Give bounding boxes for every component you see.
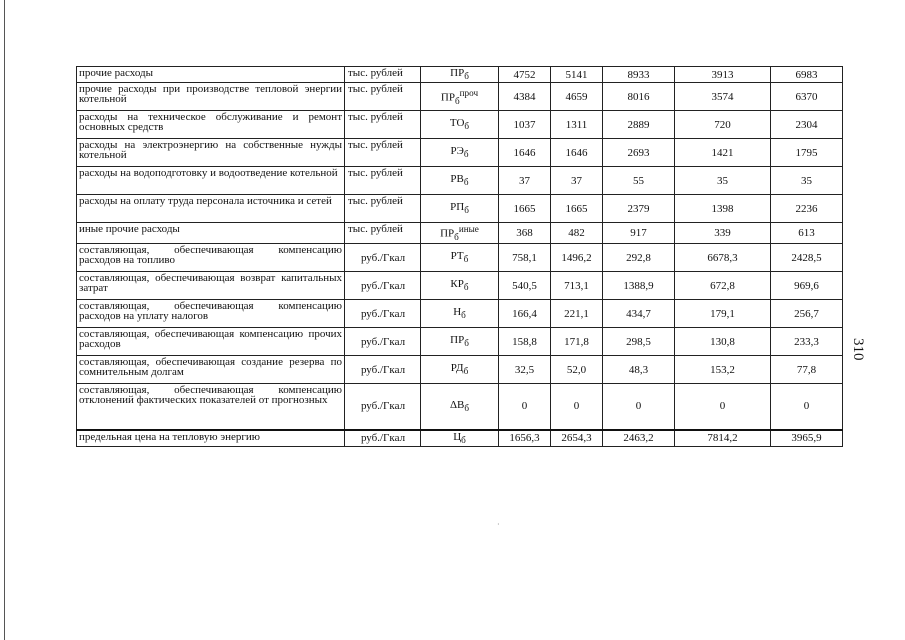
- row-symbol: [421, 223, 499, 244]
- value-cell: 1665: [551, 195, 603, 223]
- value-cell: 0: [771, 384, 843, 430]
- value-cell: 233,3: [771, 328, 843, 356]
- value-cell: 1665: [499, 195, 551, 223]
- row-symbol: [421, 83, 499, 111]
- table-row: [77, 195, 843, 223]
- row-unit: руб./Гкал: [345, 328, 421, 356]
- symbol-subscript: б: [464, 71, 469, 82]
- value-cell: 6370: [771, 83, 843, 111]
- symbol-base: ПР: [440, 227, 455, 240]
- row-symbol: [421, 67, 499, 83]
- table-row: [77, 328, 843, 356]
- table-row: [77, 272, 843, 300]
- row-symbol: [421, 244, 499, 272]
- table-row-total: [77, 430, 843, 447]
- symbol-subscript: б: [463, 254, 469, 265]
- symbol-subscript: б: [464, 121, 470, 132]
- symbol-subscript: б: [463, 366, 469, 377]
- row-description: расходы на электроэнергию на собственные нужды котельной: [77, 139, 345, 167]
- value-cell: 0: [603, 384, 675, 430]
- value-cell: 368: [499, 223, 551, 244]
- symbol-base: РВ: [450, 173, 464, 186]
- row-symbol: [421, 272, 499, 300]
- value-cell: 6678,3: [675, 244, 771, 272]
- symbol-subscript: б: [461, 434, 466, 445]
- value-cell: 5141: [551, 67, 603, 83]
- value-cell: 35: [771, 167, 843, 195]
- value-cell: 917: [603, 223, 675, 244]
- value-cell: 3965,9: [771, 430, 843, 447]
- symbol-base: ПР: [440, 91, 455, 104]
- row-unit: руб./Гкал: [345, 272, 421, 300]
- value-cell: 171,8: [551, 328, 603, 356]
- value-cell: 1421: [675, 139, 771, 167]
- row-symbol: [421, 167, 499, 195]
- value-cell: 37: [499, 167, 551, 195]
- row-description: прочие расходы: [77, 67, 345, 83]
- value-cell: 2379: [603, 195, 675, 223]
- value-cell: 292,8: [603, 244, 675, 272]
- page-number: 310: [850, 338, 866, 361]
- symbol-base: РП: [450, 201, 465, 214]
- value-cell: 2693: [603, 139, 675, 167]
- symbol-base: ΔВ: [449, 398, 465, 411]
- row-symbol: [421, 300, 499, 328]
- value-cell: 256,7: [771, 300, 843, 328]
- row-unit: тыс. рублей: [345, 111, 421, 139]
- value-cell: 1311: [551, 111, 603, 139]
- value-cell: 2236: [771, 195, 843, 223]
- symbol-base: ТО: [449, 117, 465, 130]
- value-cell: 8933: [603, 67, 675, 83]
- table-row: [77, 167, 843, 195]
- value-cell: 1398: [675, 195, 771, 223]
- row-unit: руб./Гкал: [345, 244, 421, 272]
- row-symbol: [421, 111, 499, 139]
- value-cell: 179,1: [675, 300, 771, 328]
- symbol-superscript: проч: [459, 87, 479, 98]
- value-cell: 48,3: [603, 356, 675, 384]
- symbol-subscript: б: [463, 282, 469, 293]
- value-cell: 4752: [499, 67, 551, 83]
- table-row: [77, 111, 843, 139]
- table-row: [77, 384, 843, 430]
- row-description: составляющая, обеспечивающая компенсацию прочих расходов: [77, 328, 345, 356]
- symbol-subscript: б: [461, 310, 466, 321]
- value-cell: 0: [551, 384, 603, 430]
- value-cell: 153,2: [675, 356, 771, 384]
- value-cell: 166,4: [499, 300, 551, 328]
- row-unit: тыс. рублей: [345, 223, 421, 244]
- symbol-superscript: иные: [458, 224, 479, 235]
- row-symbol: [421, 328, 499, 356]
- table-row: [77, 67, 843, 83]
- row-description: расходы на техническое обслуживание и ремонт основных средств: [77, 111, 345, 139]
- row-symbol: [421, 139, 499, 167]
- value-cell: 32,5: [499, 356, 551, 384]
- value-cell: 713,1: [551, 272, 603, 300]
- value-cell: 482: [551, 223, 603, 244]
- value-cell: 2428,5: [771, 244, 843, 272]
- row-description: прочие расходы при производстве тепловой энергии котельной: [77, 83, 345, 111]
- cost-table: [76, 66, 843, 447]
- row-description: предельная цена на тепловую энергию: [77, 430, 345, 447]
- value-cell: 6983: [771, 67, 843, 83]
- symbol-subscript: б: [464, 402, 470, 413]
- row-unit: руб./Гкал: [345, 384, 421, 430]
- row-unit: руб./Гкал: [345, 356, 421, 384]
- table-row: [77, 244, 843, 272]
- row-description: составляющая, обеспечивающая возврат капитальных затрат: [77, 272, 345, 300]
- symbol-subscript: б: [454, 95, 460, 106]
- value-cell: 4384: [499, 83, 551, 111]
- row-description: расходы на водоподготовку и водоотведение котельной: [77, 167, 345, 195]
- value-cell: 298,5: [603, 328, 675, 356]
- symbol-subscript: б: [464, 338, 469, 349]
- row-unit: тыс. рублей: [345, 67, 421, 83]
- value-cell: 7814,2: [675, 430, 771, 447]
- table-row: [77, 83, 843, 111]
- value-cell: 3574: [675, 83, 771, 111]
- symbol-base: РТ: [450, 249, 464, 262]
- value-cell: 2889: [603, 111, 675, 139]
- value-cell: 77,8: [771, 356, 843, 384]
- value-cell: 758,1: [499, 244, 551, 272]
- value-cell: 2654,3: [551, 430, 603, 447]
- value-cell: 1646: [499, 139, 551, 167]
- row-symbol: [421, 384, 499, 430]
- symbol-base: ПР: [450, 333, 465, 346]
- value-cell: 1496,2: [551, 244, 603, 272]
- value-cell: 540,5: [499, 272, 551, 300]
- symbol-base: РЭ: [450, 145, 464, 158]
- value-cell: 8016: [603, 83, 675, 111]
- row-unit: тыс. рублей: [345, 195, 421, 223]
- value-cell: 672,8: [675, 272, 771, 300]
- value-cell: 720: [675, 111, 771, 139]
- value-cell: 613: [771, 223, 843, 244]
- value-cell: 1388,9: [603, 272, 675, 300]
- scan-dot: ·: [497, 520, 500, 529]
- symbol-subscript: б: [463, 149, 469, 160]
- value-cell: 1656,3: [499, 430, 551, 447]
- value-cell: 3913: [675, 67, 771, 83]
- row-description: составляющая, обеспечивающая компенсацию расходов на топливо: [77, 244, 345, 272]
- row-symbol: [421, 356, 499, 384]
- symbol-base: РД: [450, 361, 464, 374]
- row-symbol: [421, 430, 499, 447]
- value-cell: 434,7: [603, 300, 675, 328]
- value-cell: 35: [675, 167, 771, 195]
- value-cell: 2463,2: [603, 430, 675, 447]
- symbol-base: ПР: [450, 67, 465, 79]
- row-symbol: [421, 195, 499, 223]
- symbol-base: Н: [453, 305, 462, 318]
- value-cell: 1037: [499, 111, 551, 139]
- row-description: иные прочие расходы: [77, 223, 345, 244]
- row-description: расходы на оплату труда персонала источника и сетей: [77, 195, 345, 223]
- value-cell: 0: [499, 384, 551, 430]
- row-unit: руб./Гкал: [345, 300, 421, 328]
- table-row: [77, 300, 843, 328]
- row-unit: руб./Гкал: [345, 430, 421, 447]
- symbol-subscript: б: [463, 177, 469, 188]
- table-row: [77, 223, 843, 244]
- symbol-base: КР: [450, 277, 464, 290]
- row-unit: тыс. рублей: [345, 167, 421, 195]
- value-cell: 52,0: [551, 356, 603, 384]
- row-unit: тыс. рублей: [345, 83, 421, 111]
- value-cell: 2304: [771, 111, 843, 139]
- table-row: [77, 356, 843, 384]
- value-cell: 130,8: [675, 328, 771, 356]
- value-cell: 55: [603, 167, 675, 195]
- row-unit: тыс. рублей: [345, 139, 421, 167]
- value-cell: 4659: [551, 83, 603, 111]
- table-row: [77, 139, 843, 167]
- symbol-subscript: б: [464, 205, 469, 216]
- value-cell: 1646: [551, 139, 603, 167]
- row-description: составляющая, обеспечивающая создание резерва по сомнительным долгам: [77, 356, 345, 384]
- value-cell: 158,8: [499, 328, 551, 356]
- page-left-edge-line: [4, 0, 5, 640]
- value-cell: 969,6: [771, 272, 843, 300]
- row-description: составляющая, обеспечивающая компенсацию отклонений фактических показателей от прогнозных: [77, 384, 345, 430]
- symbol-subscript: б: [454, 232, 459, 243]
- value-cell: 1795: [771, 139, 843, 167]
- value-cell: 0: [675, 384, 771, 430]
- value-cell: 221,1: [551, 300, 603, 328]
- row-description: составляющая, обеспечивающая компенсацию расходов на уплату налогов: [77, 300, 345, 328]
- value-cell: 339: [675, 223, 771, 244]
- value-cell: 37: [551, 167, 603, 195]
- symbol-base: Ц: [453, 430, 462, 443]
